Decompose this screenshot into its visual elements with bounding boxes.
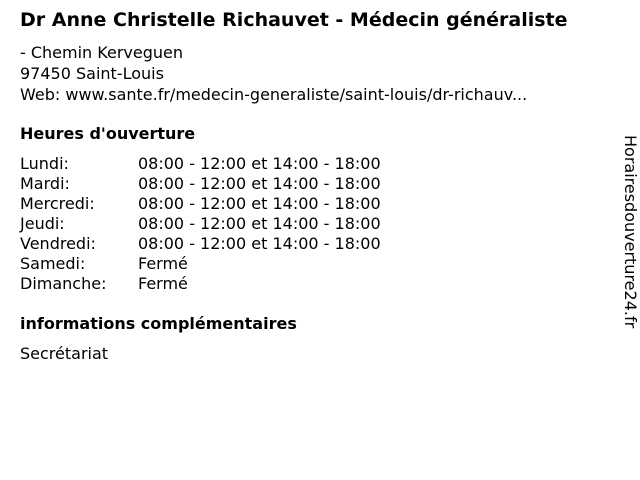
day-hours: 08:00 - 12:00 et 14:00 - 18:00 xyxy=(138,174,381,193)
site-brand: Horairesdouverture24.fr xyxy=(621,135,640,329)
page-title: Dr Anne Christelle Richauvet - Médecin généraliste xyxy=(20,9,568,31)
day-label: Vendredi: xyxy=(20,234,96,253)
day-label: Mercredi: xyxy=(20,194,95,213)
additional-info-heading: informations complémentaires xyxy=(20,314,297,333)
day-label: Mardi: xyxy=(20,174,70,193)
day-label: Samedi: xyxy=(20,254,86,273)
day-hours: 08:00 - 12:00 et 14:00 - 18:00 xyxy=(138,214,381,233)
additional-info-text: Secrétariat xyxy=(20,344,109,363)
day-hours: 08:00 - 12:00 et 14:00 - 18:00 xyxy=(138,154,381,173)
day-label: Dimanche: xyxy=(20,274,107,293)
day-hours: Fermé xyxy=(138,274,188,293)
day-label: Jeudi: xyxy=(20,214,65,233)
day-label: Lundi: xyxy=(20,154,69,173)
day-hours: 08:00 - 12:00 et 14:00 - 18:00 xyxy=(138,234,381,253)
day-hours: Fermé xyxy=(138,254,188,273)
address-city: 97450 Saint-Louis xyxy=(20,64,164,83)
opening-hours-heading: Heures d'ouverture xyxy=(20,124,196,143)
website-link[interactable]: Web: www.sante.fr/medecin-generaliste/saint-louis/dr-richauv... xyxy=(20,85,528,104)
day-hours: 08:00 - 12:00 et 14:00 - 18:00 xyxy=(138,194,381,213)
address-street: - Chemin Kerveguen xyxy=(20,43,183,62)
